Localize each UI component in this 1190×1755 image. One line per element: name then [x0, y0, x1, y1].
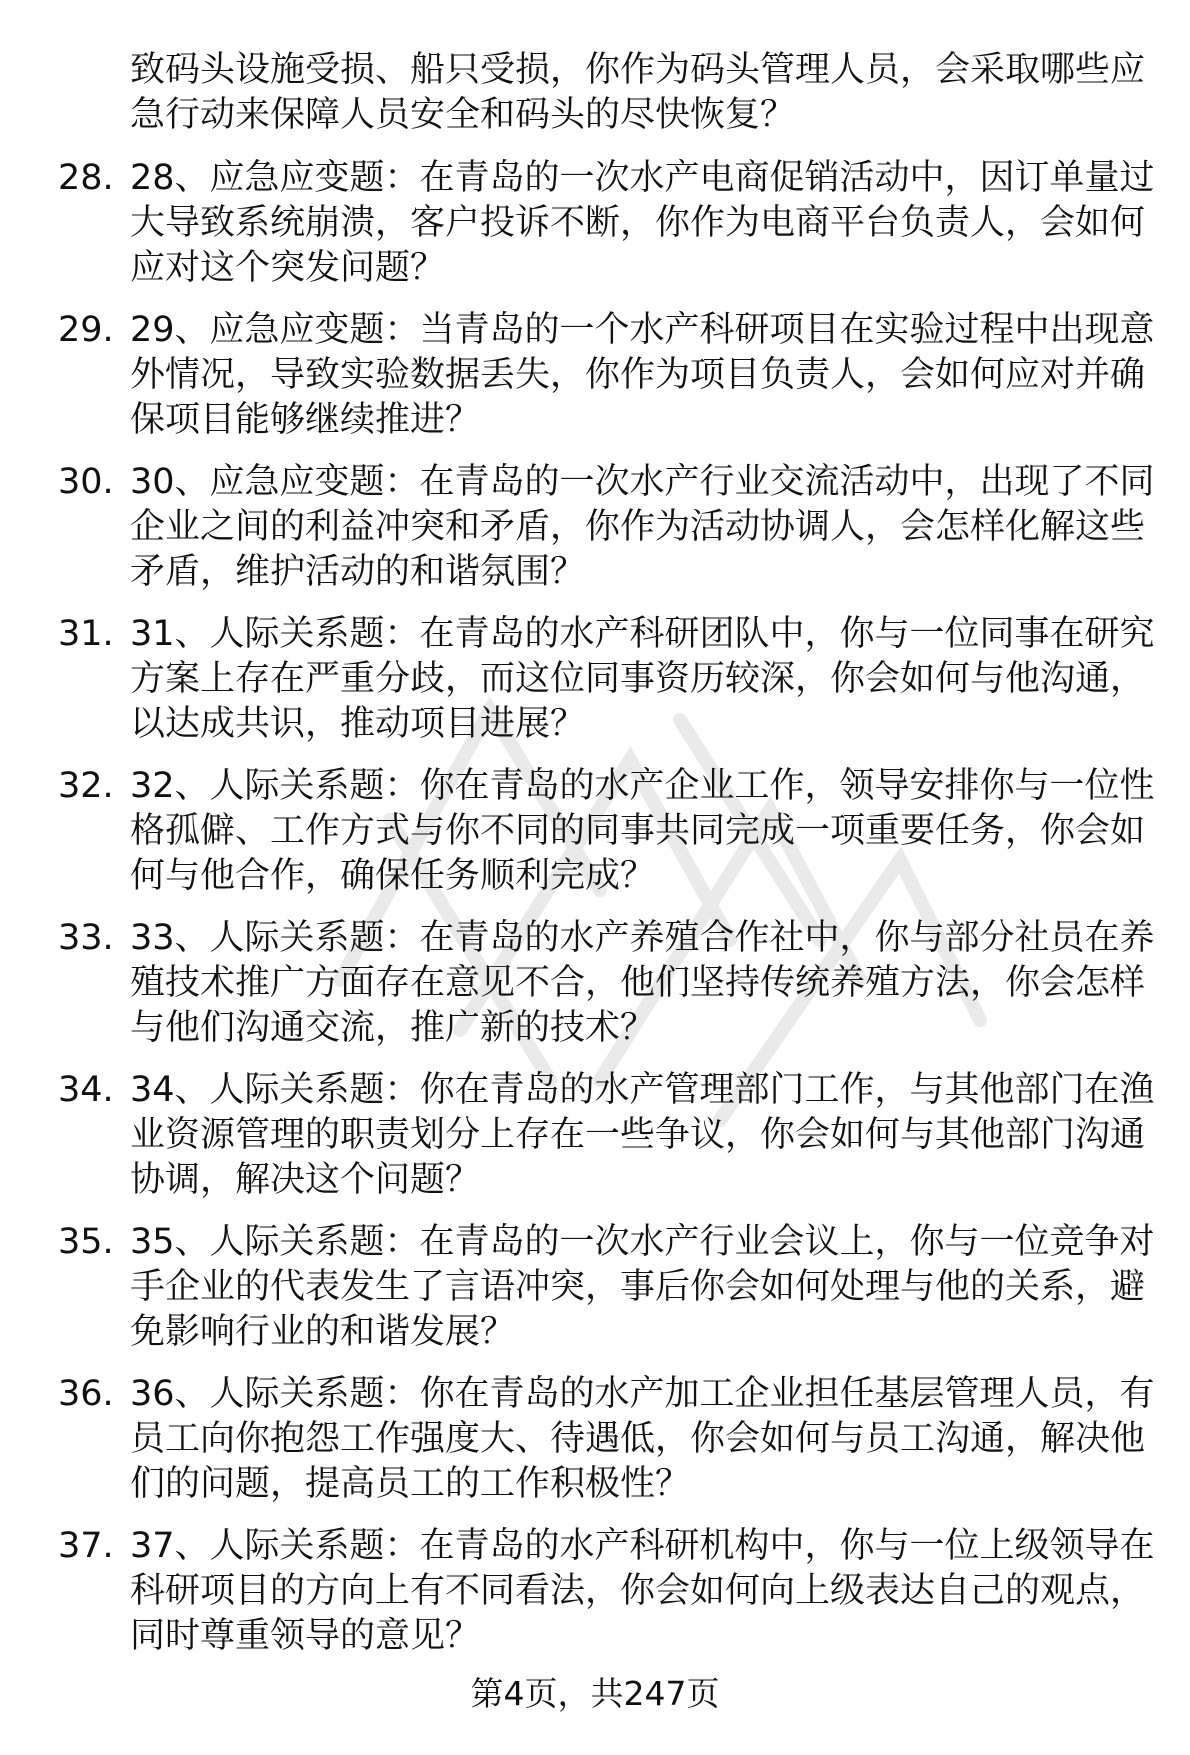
- question-number: 35.: [58, 1222, 114, 1262]
- question-text: 34、人际关系题：你在青岛的水产管理部门工作，与其他部门在渔业资源管理的职责划分上存在一些争议，你会如何与其他部门沟通协调，解决这个问题？: [130, 1070, 1155, 1200]
- question-number: 37.: [58, 1526, 114, 1566]
- question-item: [0, 916, 1190, 1051]
- question-text: 30、应急应变题：在青岛的一次水产行业交流活动中，出现了不同企业之间的利益冲突和矛盾，你作为活动协调人，会怎样化解这些矛盾，维护活动的和谐氛围？: [130, 462, 1155, 592]
- continuation-paragraph: 致码头设施受损、船只受损，你作为码头管理人员，会采取哪些应急行动来保障人员安全和码头的尽快恢复？: [130, 50, 1146, 135]
- question-text: 33、人际关系题：在青岛的水产养殖合作社中，你与部分社员在养殖技术推广方面存在意见不合，他们坚持传统养殖方法，你会怎样与他们沟通交流，推广新的技术？: [130, 918, 1155, 1048]
- question-text: 31、人际关系题：在青岛的水产科研团队中，你与一位同事在研究方案上存在严重分歧，而这位同事资历较深，你会如何与他沟通，以达成共识，推动项目进展？: [130, 614, 1155, 744]
- question-number: 30.: [58, 462, 114, 502]
- question-number: 32.: [58, 766, 114, 806]
- question-item: [0, 1068, 1190, 1203]
- question-item: [0, 1220, 1190, 1355]
- question-item: [0, 612, 1190, 747]
- question-number: 29.: [58, 310, 114, 350]
- question-number: 36.: [58, 1374, 114, 1414]
- page-footer: 第4页，共247页: [470, 1674, 720, 1713]
- question-text: 37、人际关系题：在青岛的水产科研机构中，你与一位上级领导在科研项目的方向上有不同看法，你会如何向上级表达自己的观点，同时尊重领导的意见？: [130, 1526, 1155, 1656]
- question-item: [0, 1372, 1190, 1507]
- question-number: 33.: [58, 918, 114, 958]
- question-number: 28.: [58, 158, 114, 198]
- question-item: [0, 1524, 1190, 1659]
- question-number: 34.: [58, 1070, 114, 1110]
- question-text: 36、人际关系题：你在青岛的水产加工企业担任基层管理人员，有员工向你抱怨工作强度大、待遇低，你会如何与员工沟通，解决他们的问题，提高员工的工作积极性？: [130, 1374, 1155, 1504]
- question-list: [0, 156, 1190, 1676]
- question-text: 35、人际关系题：在青岛的一次水产行业会议上，你与一位竞争对手企业的代表发生了言语冲突，事后你会如何处理与他的关系，避免影响行业的和谐发展？: [130, 1222, 1155, 1352]
- question-item: [0, 156, 1190, 291]
- question-text: 28、应急应变题：在青岛的一次水产电商促销活动中，因订单量过大导致系统崩溃，客户投诉不断，你作为电商平台负责人，会如何应对这个突发问题？: [130, 158, 1155, 288]
- question-text: 29、应急应变题：当青岛的一个水产科研项目在实验过程中出现意外情况，导致实验数据丢失，你作为项目负责人，会如何应对并确保项目能够继续推进？: [130, 310, 1155, 440]
- question-number: 31.: [58, 614, 114, 654]
- question-item: [0, 764, 1190, 899]
- question-item: [0, 308, 1190, 443]
- question-text: 32、人际关系题：你在青岛的水产企业工作，领导安排你与一位性格孤僻、工作方式与你不同的同事共同完成一项重要任务，你会如何与他合作，确保任务顺利完成？: [130, 766, 1155, 896]
- question-item: [0, 460, 1190, 595]
